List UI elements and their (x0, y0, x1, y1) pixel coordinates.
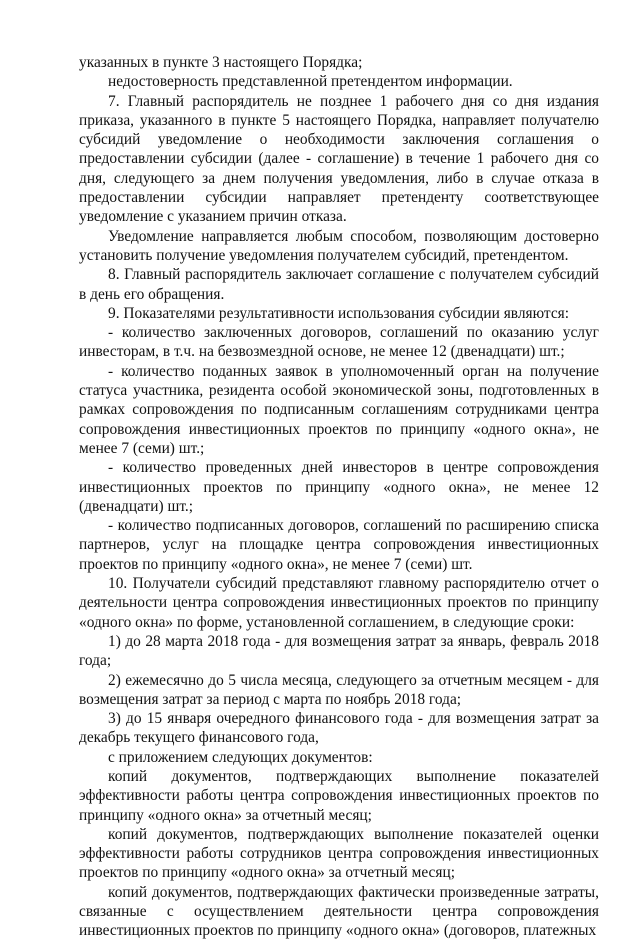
paragraph-10: - количество подписанных договоров, соглашений по расширению списка партнеров, услуг на площадке центра сопровождения инвестиционных проектов по принципу «одного окна», не менее 7 (семи) шт. (79, 517, 599, 573)
paragraph-12: 1) до 28 марта 2018 года - для возмещения затрат за январь, февраль 2018 года; (79, 632, 599, 670)
paragraph-4: Уведомление направляется любым способом, позволяющим достоверно установить получение уведомления получателем субсидий, претендентом. (79, 227, 599, 264)
paragraph-17: копий документов, подтверждающих выполнение показателей оценки эффективности работы сотрудников центра сопровождения инвестиционных проектов по принципу «одного окна» за отчетный месяц; (79, 825, 599, 882)
paragraph-13: 2) ежемесячно до 5 числа месяца, следующего за отчетным месяцем - для возмещения затрат за период с марта по ноябрь 2018 года; (79, 671, 599, 708)
paragraph-18: копий документов, подтверждающих фактически произведенные затраты, связанные с осуществлением деятельности центра сопровождения инвестиционных проектов по принципу «одного окна» (договоров, платежных (79, 883, 599, 940)
paragraph-5: 8. Главный распорядитель заключает соглашение с получателем субсидий в день его обращения. (79, 266, 599, 303)
paragraph-3: 7. Главный распорядитель не позднее 1 рабочего дня со дня издания приказа, указанного в пункте 5 настоящего Порядка, направляет получателю субсидий уведомление о необходимости заключения соглашения о предоставлении субсидии (далее - соглашение) в течение 1 рабочего дня со дня, следующего за днем получения уведомления, либо в случае отказа в предоставлении субсидии направляет претенденту соответствующее уведомление с указанием причин отказа. (79, 92, 599, 226)
paragraph-8: - количество поданных заявок в уполномоченный орган на получение статуса участника, резидента особой экономической зоны, подготовленных в рамках сопровождения по подписанным соглашениям сотрудниками центра сопровождения инвестиционных проектов по принципу «одного окна», не менее 7 (семи) шт.; (79, 362, 599, 457)
paragraph-15: с приложением следующих документов: (108, 748, 373, 766)
paragraph-2: недостоверность представленной претендентом информации. (108, 73, 513, 91)
paragraph-11: 10. Получатели субсидий представляют главному распорядителю отчет о деятельности центра сопровождения инвестиционных проектов по принципу «одного окна» по форме, установленной соглашением, в следующие сроки: (79, 575, 599, 631)
paragraph-14: 3) до 15 января очередного финансового года - для возмещения затрат за декабрь текущего финансового года, (79, 710, 599, 747)
paragraph-16: копий документов, подтверждающих выполнение показателей эффективности работы центра сопровождения инвестиционных проектов по принципу «одного окна» за отчетный месяц; (79, 767, 599, 824)
paragraph-6: 9. Показателями результативности использования субсидии являются: (108, 304, 570, 322)
paragraph-7: - количество заключенных договоров, соглашений по оказанию услуг инвесторам, в т.ч. на безвозмездной основе, не менее 12 (двенадцати) шт.; (79, 324, 599, 361)
paragraph-9: - количество проведенных дней инвесторов в центре сопровождения инвестиционных проектов по принципу «одного окна», не менее 12 (двенадцати) шт.; (79, 459, 599, 515)
paragraph-1: указанных в пункте 3 настоящего Порядка; (79, 54, 363, 71)
